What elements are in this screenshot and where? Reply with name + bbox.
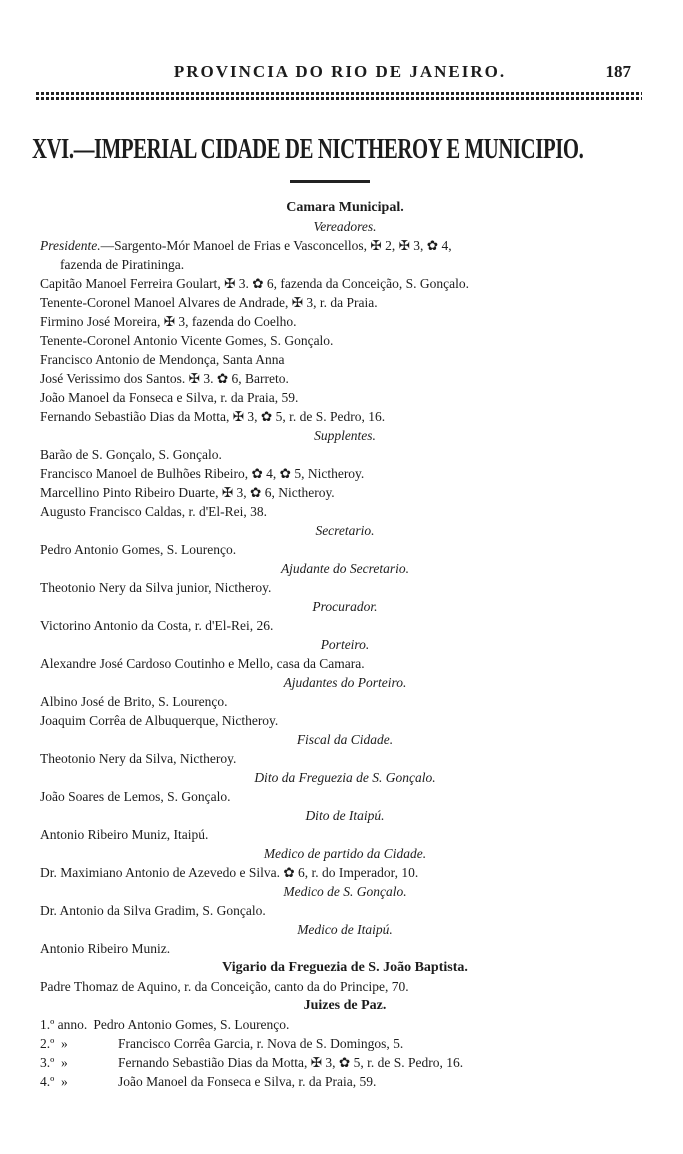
supplente-entry: Francisco Manoel de Bulhões Ribeiro, ✿ 4, ✿ 5, Nictheroy. bbox=[40, 466, 365, 481]
vereador-entry: Fernando Sebastião Dias da Motta, ✠ 3, ✿ 5, r. de S. Pedro, 16. bbox=[40, 409, 386, 424]
juiz-ordinal: 3.º » bbox=[40, 1055, 68, 1070]
supplentes-heading: Supplentes. bbox=[314, 428, 376, 443]
ajudante-porteiro-entry: Albino José de Brito, S. Lourenço. bbox=[40, 694, 228, 709]
vereador-entry: Firmino José Moreira, ✠ 3, fazenda do Coelho. bbox=[40, 314, 297, 329]
medico-cidade-heading: Medico de partido da Cidade. bbox=[263, 846, 427, 861]
presidente-text: —Sargento-Mór Manoel de Frias e Vasconcellos, ✠ 2, ✠ 3, ✿ 4, bbox=[100, 238, 452, 253]
porteiro-heading: Porteiro. bbox=[320, 637, 370, 652]
fiscal-itaipu-entry: Antonio Ribeiro Muniz, Itaipú. bbox=[40, 827, 209, 842]
fiscal-goncalo-entry: João Soares de Lemos, S. Gonçalo. bbox=[40, 789, 231, 804]
vigario-heading: Vigario da Freguezia de S. João Baptista. bbox=[222, 960, 468, 975]
presidente-label: Presidente. bbox=[40, 238, 101, 253]
supplente-entry: Augusto Francisco Caldas, r. d'El-Rei, 38. bbox=[40, 504, 268, 519]
vereador-entry: Tenente-Coronel Antonio Vicente Gomes, S. Gonçalo. bbox=[40, 333, 334, 348]
camara-heading: Camara Municipal. bbox=[286, 200, 404, 215]
presidente-line bbox=[40, 236, 650, 255]
juizes-heading: Juizes de Paz. bbox=[303, 998, 387, 1013]
procurador-heading: Procurador. bbox=[312, 599, 378, 614]
medico-itaipu-heading: Medico de Itaipú. bbox=[297, 922, 393, 937]
medico-itaipu-entry: Antonio Ribeiro Muniz. bbox=[40, 941, 171, 956]
page-number: 187 bbox=[605, 62, 631, 81]
juiz-ordinal: 4.º » bbox=[40, 1074, 68, 1089]
ajudante-secretario-entry: Theotonio Nery da Silva junior, Nictheroy. bbox=[40, 580, 272, 595]
medico-cidade-entry: Dr. Maximiano Antonio de Azevedo e Silva. ✿ 6, r. do Imperador, 10. bbox=[40, 865, 419, 880]
vereador-entry: João Manoel da Fonseca e Silva, r. da Praia, 59. bbox=[40, 390, 299, 405]
juiz-ordinal: 1.º anno. bbox=[40, 1017, 88, 1032]
juiz-text: João Manoel da Fonseca e Silva, r. da Praia, 59. bbox=[118, 1074, 377, 1089]
medico-goncalo-heading: Medico de S. Gonçalo. bbox=[283, 884, 407, 899]
juiz-entry bbox=[40, 1034, 650, 1053]
decorative-border bbox=[36, 92, 642, 100]
juiz-text: Fernando Sebastião Dias da Motta, ✠ 3, ✿ 5, r. de S. Pedro, 16. bbox=[118, 1055, 464, 1070]
fiscal-goncalo-heading: Dito da Freguezia de S. Gonçalo. bbox=[254, 770, 436, 785]
vereador-entry: Tenente-Coronel Manoel Alvares de Andrade, ✠ 3, r. da Praia. bbox=[40, 295, 378, 310]
presidente-continuation: fazenda de Piratininga. bbox=[60, 257, 185, 272]
juiz-text: Francisco Corrêa Garcia, r. Nova de S. Domingos, 5. bbox=[118, 1036, 404, 1051]
vereador-entry: Capitão Manoel Ferreira Goulart, ✠ 3. ✿ 6, fazenda da Conceição, S. Gonçalo. bbox=[40, 276, 469, 291]
vereador-entry: Francisco Antonio de Mendonça, Santa Anna bbox=[40, 352, 285, 367]
document-body bbox=[40, 198, 650, 1091]
vigario-entry: Padre Thomaz de Aquino, r. da Conceição, canto da do Principe, 70. bbox=[40, 979, 409, 994]
juiz-entry bbox=[40, 1015, 650, 1034]
medico-goncalo-entry: Dr. Antonio da Silva Gradim, S. Gonçalo. bbox=[40, 903, 266, 918]
section-title: XVI.—IMPERIAL CIDADE DE NICTHEROY E MUNICIPIO. bbox=[32, 134, 584, 165]
vereadores-heading: Vereadores. bbox=[313, 219, 377, 234]
procurador-entry: Victorino Antonio da Costa, r. d'El-Rei, 26. bbox=[40, 618, 274, 633]
secretario-entry: Pedro Antonio Gomes, S. Lourenço. bbox=[40, 542, 237, 557]
porteiro-entry: Alexandre José Cardoso Coutinho e Mello, casa da Camara. bbox=[40, 656, 365, 671]
ajudante-secretario-heading: Ajudante do Secretario. bbox=[280, 561, 410, 576]
fiscal-itaipu-heading: Dito de Itaipú. bbox=[305, 808, 385, 823]
juiz-entry bbox=[40, 1072, 650, 1091]
juiz-ordinal: 2.º » bbox=[40, 1036, 68, 1051]
juiz-text: Pedro Antonio Gomes, S. Lourenço. bbox=[93, 1017, 290, 1032]
running-head: PROVINCIA DO RIO DE JANEIRO. bbox=[173, 62, 507, 81]
ajudante-porteiro-entry: Joaquim Corrêa de Albuquerque, Nictheroy. bbox=[40, 713, 279, 728]
vereador-entry: José Verissimo dos Santos. ✠ 3. ✿ 6, Barreto. bbox=[40, 371, 289, 386]
title-rule bbox=[290, 180, 370, 183]
ajudantes-porteiro-heading: Ajudantes do Porteiro. bbox=[283, 675, 407, 690]
secretario-heading: Secretario. bbox=[315, 523, 375, 538]
supplente-entry: Barão de S. Gonçalo, S. Gonçalo. bbox=[40, 447, 222, 462]
juiz-entry bbox=[40, 1053, 650, 1072]
fiscal-cidade-entry: Theotonio Nery da Silva, Nictheroy. bbox=[40, 751, 237, 766]
supplente-entry: Marcellino Pinto Ribeiro Duarte, ✠ 3, ✿ 6, Nictheroy. bbox=[40, 485, 335, 500]
fiscal-cidade-heading: Fiscal da Cidade. bbox=[296, 732, 394, 747]
